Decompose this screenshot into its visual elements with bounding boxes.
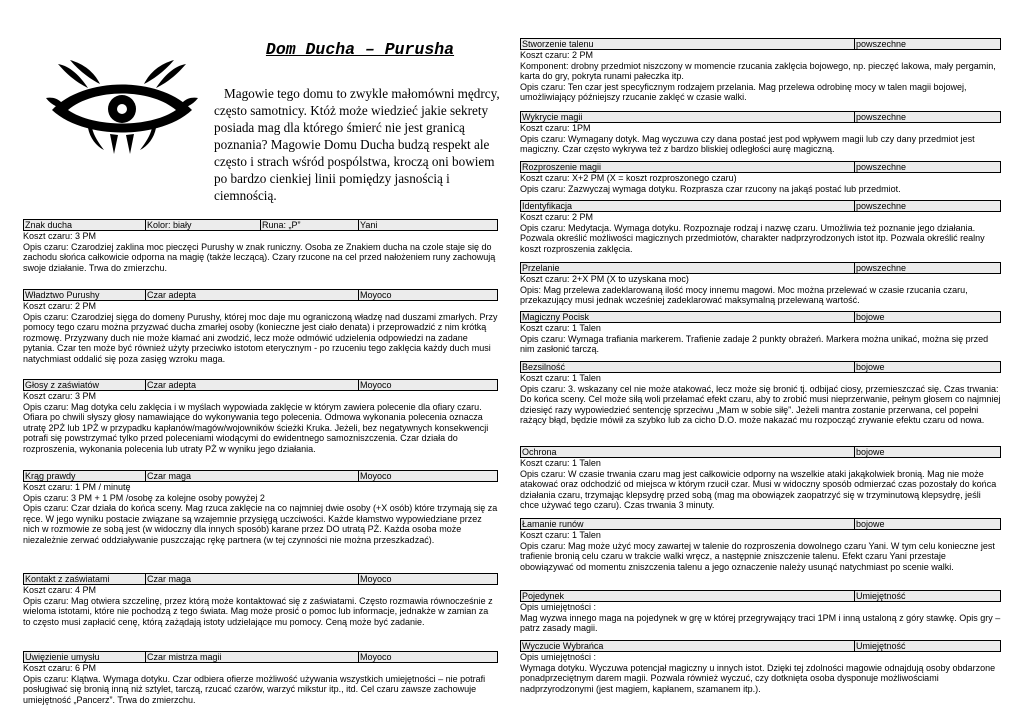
spell-name: Łamanie runów xyxy=(522,519,584,529)
spell-text: Opis czaru: Klątwa. Wymaga dotyku. Czar odbiera ofierze możliwość używania wszystkich umiejętności – nie potrafi posługiwać się bronią inną niż sztylet, tarczą, rzucać czarów, warzyć mikstur itp., itd. Cel czaru zawsze zachowuje umiejętność „Pancerz”. Trwa do zmierzchu. xyxy=(23,673,486,705)
spell-attribute: powszechne xyxy=(854,201,1001,211)
spell-header xyxy=(520,262,1001,274)
spell-description xyxy=(23,391,498,455)
spell-text: Opis czaru: Czarodziej sięga do domeny Purushy, której moc daje mu ograniczoną władzę nad duszami zmarłych. Przy pomocy tego czaru można przyzwać ducha zmarłej osoby (konieczne jest ciało denata) i przeprowadzić z nim krótką rozmowę. Przyzwany duch nie może kłamać ani zwodzić, lecz może odmówić udzielenia odpowiedzi na zadane pytania. Czar ten może być również użyty przeciwko istotom eterycznym - po rzuceniu tego zaklęcia każdy duch musi natychmiast oddalić się poza zasięg wzroku maga. xyxy=(23,311,498,364)
spell-description xyxy=(520,274,1001,306)
spell-attribute: powszechne xyxy=(854,162,1001,172)
spell-text: Opis czaru: 3. wskazany cel nie może atakować, lecz może się bronić tj. odbijać ciosy, przemieszczać się. Czas trwania: Do końca sceny. Cel może siłą woli przełamać efekt czaru, aby to zrobić musi nieprzerwanie, pełnym głosem co najmniej dziesięć razy wypowiedzieć sentencję sprzeciwu „Mam w sobie siłę”. Jeżeli mantra zostanie przerwana, cel popełni rażący błąd, będzie mówił za szybko lub za cicho D.O. może nakazać mu rozpocząć zrywanie efektu czaru od nowa. xyxy=(520,383,1001,426)
spell-cost: Koszt czaru: 4 PM xyxy=(23,585,97,595)
spell-block xyxy=(23,289,498,365)
spell-header xyxy=(520,361,1001,373)
spell-header xyxy=(520,518,1001,530)
spell-name: Krąg prawdy xyxy=(25,471,76,481)
spell-description xyxy=(520,123,1001,155)
spell-description xyxy=(520,602,1001,634)
spell-block xyxy=(520,200,1001,254)
spell-description xyxy=(520,323,1001,355)
spell-text: Opis czaru: 3 PM + 1 PM /osobę za kolejne osoby powyżej 2 xyxy=(23,492,265,503)
spell-attribute: powszechne xyxy=(854,39,1001,49)
spell-description xyxy=(520,50,1001,103)
spell-header xyxy=(520,446,1001,458)
spell-attribute: Moyoco xyxy=(358,290,498,300)
spell-text: Opis czaru: Zazwyczaj wymaga dotyku. Rozprasza czar rzucony na jakąś postać lub przedmiot. xyxy=(520,183,901,194)
spell-text: Opis czaru: Mag może użyć mocy zawartej w talenie do rozproszenia dowolnego czaru Yani. W tym celu konieczne jest trafienie bronią celu czaru w trakcie walki wręcz, a następnie zniszczenie talenu. Efekt czaru Yani przestaje obowiązywać od momentu zniszczenia talenu a jego oznaczenie należy usunąć natychmiast po scenie walki. xyxy=(520,540,995,572)
spell-text: Opis czaru: Medytacja. Wymaga dotyku. Rozpoznaje rodzaj i nazwę czaru. Umożliwia też poznanie jego działania. Pozwala określić możliwości magicznych przedmiotów, charakter nadprzyrodzonych istot itp. Pozwala określić realny koszt rozproszenia zaklęcia. xyxy=(520,222,985,254)
spell-block xyxy=(520,446,1001,511)
spell-description xyxy=(520,530,1001,572)
spell-text: Opis czaru: Mag otwiera szczelinę, przez którą może kontaktować się z zaświatami. Często rozmawia równocześnie z wieloma istotami, które nie pochodzą z tego świata. Mag może prosić o pomoc lub informacje, jednakże w zamian za to często musi zapłacić cenę, którą zażądają istoty udzielające mu pomocy. Ceną może być zadanie. xyxy=(23,595,493,627)
spell-block xyxy=(520,262,1001,306)
spell-description xyxy=(520,373,1001,426)
spell-cost: Koszt czaru: 1 PM / minutę xyxy=(23,482,131,492)
spell-cost: Koszt czaru: 2 PM xyxy=(23,301,97,311)
spell-text: Opis czaru: Mag dotyka celu zaklęcia i w myślach wypowiada zaklęcie w którym zawiera polecenie dla ofiary czaru. Ofiara po chwili słyszy głosy namawiające do wykonywania tego polecenia. Odmowa wykonania polecenia oznacza utratę 2PŻ lub 1PŻ w przypadku kapłanów/magów/wojowników ścieżki Kruka. Jeżeli, bez negatywnych konsekwencji potrafi się powstrzymać tylko przed poleceniami wiodącymi do ewidentnego samozniszczenia. Czar działa do rozproszenia, wykonania polecenia lub utraty PŻ w wyniku jego działania. xyxy=(23,401,489,454)
spell-header xyxy=(23,651,498,663)
spell-name: Uwięzienie umysłu xyxy=(25,652,100,662)
spell-name: Rozproszenie magii xyxy=(522,162,602,172)
spell-attribute: Czar maga xyxy=(145,471,358,481)
spell-name: Identyfikacja xyxy=(522,201,573,211)
spell-attribute: powszechne xyxy=(854,112,1001,122)
spell-cost: Koszt czaru: 1PM xyxy=(520,123,591,133)
spell-description xyxy=(23,482,498,546)
spell-cost: Koszt czaru: X+2 PM (X = koszt rozproszonego czaru) xyxy=(520,173,737,183)
spell-attribute: Yani xyxy=(358,220,498,230)
page-title: Dom Ducha – Purusha xyxy=(265,40,455,59)
spell-attribute: Czar adepta xyxy=(145,290,358,300)
spell-cost: Koszt czaru: 1 Talen xyxy=(520,458,601,468)
spell-block xyxy=(23,651,498,705)
spell-name: Wyczucie Wybrańca xyxy=(522,641,604,651)
spell-header xyxy=(520,590,1001,602)
spell-header xyxy=(23,573,498,585)
spell-attribute: Umiejętność xyxy=(854,591,1001,601)
spell-name: Magiczny Pocisk xyxy=(522,312,590,322)
spell-description xyxy=(23,585,498,627)
spell-block xyxy=(520,311,1001,355)
spell-name: Pojedynek xyxy=(522,591,565,601)
spell-attribute: Czar adepta xyxy=(145,380,358,390)
spell-name: Znak ducha xyxy=(25,220,73,230)
spirit-eye-emblem-icon xyxy=(44,58,200,156)
spell-block xyxy=(520,640,1001,694)
spell-header xyxy=(520,161,1001,173)
spell-name: Ochrona xyxy=(522,447,557,457)
spell-text: Opis: Mag przelewa zadeklarowaną ilość mocy innemu magowi. Moc można przelewać w czasie rzucania czaru, przekazujący musi jednak wcześniej zadeklarować maksymalną przelewaną wartość. xyxy=(520,284,968,306)
spell-description xyxy=(520,173,1001,194)
spell-block xyxy=(23,573,498,627)
spell-header xyxy=(520,200,1001,212)
spell-attribute: Umiejętność xyxy=(854,641,1001,651)
spell-cost: Koszt czaru: 1 Talen xyxy=(520,530,601,540)
spell-cost: Koszt czaru: 3 PM xyxy=(23,231,97,241)
spell-block xyxy=(520,361,1001,426)
spell-attribute: Moyoco xyxy=(358,471,498,481)
spell-block xyxy=(520,161,1001,194)
spell-name: Przelanie xyxy=(522,263,560,273)
intro-paragraph: Magowie tego domu to zwykle małomówni mędrcy, często samotnicy. Któż może wiedzieć jakie sekrety posiada mag dla którego śmierć nie jest granicą poznania? Magowie Domu Ducha budzą respekt ale często i strach wśród pospólstwa, kroczą oni bowiem po bardzo cienkiej linii pomiędzy jasnością i ciemnością. xyxy=(214,86,500,203)
spell-attribute: Moyoco xyxy=(358,380,498,390)
spell-header xyxy=(23,219,498,231)
spell-attribute: Kolor: biały xyxy=(145,220,260,230)
spell-attribute: Moyoco xyxy=(358,574,498,584)
spell-cost: Opis umiejętności : xyxy=(520,602,597,612)
spell-attribute: bojowe xyxy=(854,447,1001,457)
spell-cost: Koszt czaru: 1 Talen xyxy=(520,323,601,333)
spell-block xyxy=(23,470,498,546)
spell-header xyxy=(520,311,1001,323)
spell-text: Opis czaru: W czasie trwania czaru mag jest całkowicie odporny na wszelkie ataki jakąkolwiek bronią. Mag nie może atakować oraz odchodzić od miejsca w którym rzucił czar. Musi w widoczny sposób odmierzać czas pozostały do końca działania czaru, trzymając klepsydrę przed sobą (mag ma obowiązek zaopatrzyć się w trzyminutową klepsydrę, jeśli chce używać tego czaru). Czas trwania 3 minuty. xyxy=(520,468,997,511)
spell-cost: Koszt czaru: 2 PM xyxy=(520,50,594,60)
spell-description xyxy=(520,458,1001,511)
spell-attribute: bojowe xyxy=(854,362,1001,372)
spell-text: Opis czaru: Wymaga trafiania markerem. Trafienie zadaje 2 punkty obrażeń. Markera można unikać, można się przed nim zasłonić tarczą. xyxy=(520,333,989,355)
spell-name: Wykrycie magii xyxy=(522,112,583,122)
spell-text: Opis czaru: Wymagany dotyk. Mag wyczuwa czy dana postać jest pod wpływem magii lub czy dany przedmiot jest magiczny. Czar często wykrywa też z bardzo bliskiej odległości aurę magiczną. xyxy=(520,133,975,155)
spell-cost: Koszt czaru: 1 Talen xyxy=(520,373,601,383)
spell-header xyxy=(23,470,498,482)
spell-block xyxy=(23,219,498,273)
spell-attribute: Czar maga xyxy=(145,574,358,584)
spell-attribute: powszechne xyxy=(854,263,1001,273)
spell-block xyxy=(520,518,1001,572)
spell-description xyxy=(23,301,498,365)
spell-block xyxy=(520,590,1001,634)
spell-name: Stworzenie talenu xyxy=(522,39,594,49)
spell-block xyxy=(520,38,1001,103)
spell-attribute: Runa: „P” xyxy=(260,220,358,230)
spell-description xyxy=(23,663,498,705)
spell-attribute: bojowe xyxy=(854,519,1001,529)
spell-attribute: Czar mistrza magii xyxy=(145,652,358,662)
spell-text: Komponent: drobny przedmiot niszczony w momencie rzucania zaklęcia bojowego, np. pieczęć lakowa, mały pergamin, karta do gry, pokryta runami pałeczka itp. xyxy=(520,60,996,82)
spell-name: Bezsilność xyxy=(522,362,566,372)
spell-header xyxy=(520,38,1001,50)
spell-block xyxy=(23,379,498,455)
spell-header xyxy=(23,289,498,301)
spell-text: Opis czaru: Czar działa do końca sceny. Mag rzuca zaklęcie na co najmniej dwie osoby (+X osób) które trzymają się za ręce. W jego wyniku postacie związane są wzajemnie przysięgą uczciwości. Każde kłamstwo wypowiedziane przez nich w rozmowie ze sobą jest (w widoczny dla innych sposób) karane przez DO utratą PŻ. Każda osoba może niezależnie zerwać oddziaływanie puszczając rękę partnera (w tej czynności nie można przeszkadzać). xyxy=(23,503,498,545)
spell-cost: Koszt czaru: 2+X PM (X to uzyskana moc) xyxy=(520,274,689,284)
spell-name: Kontakt z zaświatami xyxy=(25,574,110,584)
spell-cost: Koszt czaru: 6 PM xyxy=(23,663,97,673)
spell-header xyxy=(520,640,1001,652)
spell-header xyxy=(23,379,498,391)
spell-text: Mag wyzwa innego maga na pojedynek w grę w której przegrywający traci 1PM i inną ustaloną z góry stawkę. Opis gry – patrz zasady magii. xyxy=(520,612,1001,634)
spell-header xyxy=(520,111,1001,123)
spell-attribute: Moyoco xyxy=(358,652,498,662)
spell-description xyxy=(520,652,1001,694)
spell-attribute: bojowe xyxy=(854,312,1001,322)
spell-text: Wymaga dotyku. Wyczuwa potencjał magiczny u innych istot. Dzięki tej zdolności magowie odnajdują osoby obdarzone ponadprzeciętnym darem magii. Pozwala również wyczuć, czy dotknięta osoba dysponuje możliwościami nadprzyrodzonymi (jest magiem, kapłanem, szamanem itp.). xyxy=(520,662,996,694)
spell-name: Władztwo Purushy xyxy=(25,290,100,300)
spell-text: Opis czaru: Czarodziej zaklina moc pieczęci Purushy w znak runiczny. Osoba ze Znakiem ducha na czole staje się do zachodu słońca całkowicie odporna na magię (także leczącą). Czary rzucone na cel przed nałożeniem runy zachowują swoje działanie. Trwa do zmierzchu. xyxy=(23,241,496,273)
spell-name: Głosy z zaświatów xyxy=(25,380,100,390)
spell-description xyxy=(520,212,1001,254)
spell-text: Opis czaru: Ten czar jest specyficznym rodzajem przelania. Mag przelewa odrobinę mocy w talen magii bojowej, umożliwiający późniejszy rzucanie zaklęć w czasie walki. xyxy=(520,81,967,103)
spell-description xyxy=(23,231,498,273)
spell-cost: Koszt czaru: 3 PM xyxy=(23,391,97,401)
spell-cost: Koszt czaru: 2 PM xyxy=(520,212,594,222)
spell-block xyxy=(520,111,1001,155)
spell-cost: Opis umiejętności : xyxy=(520,652,597,662)
